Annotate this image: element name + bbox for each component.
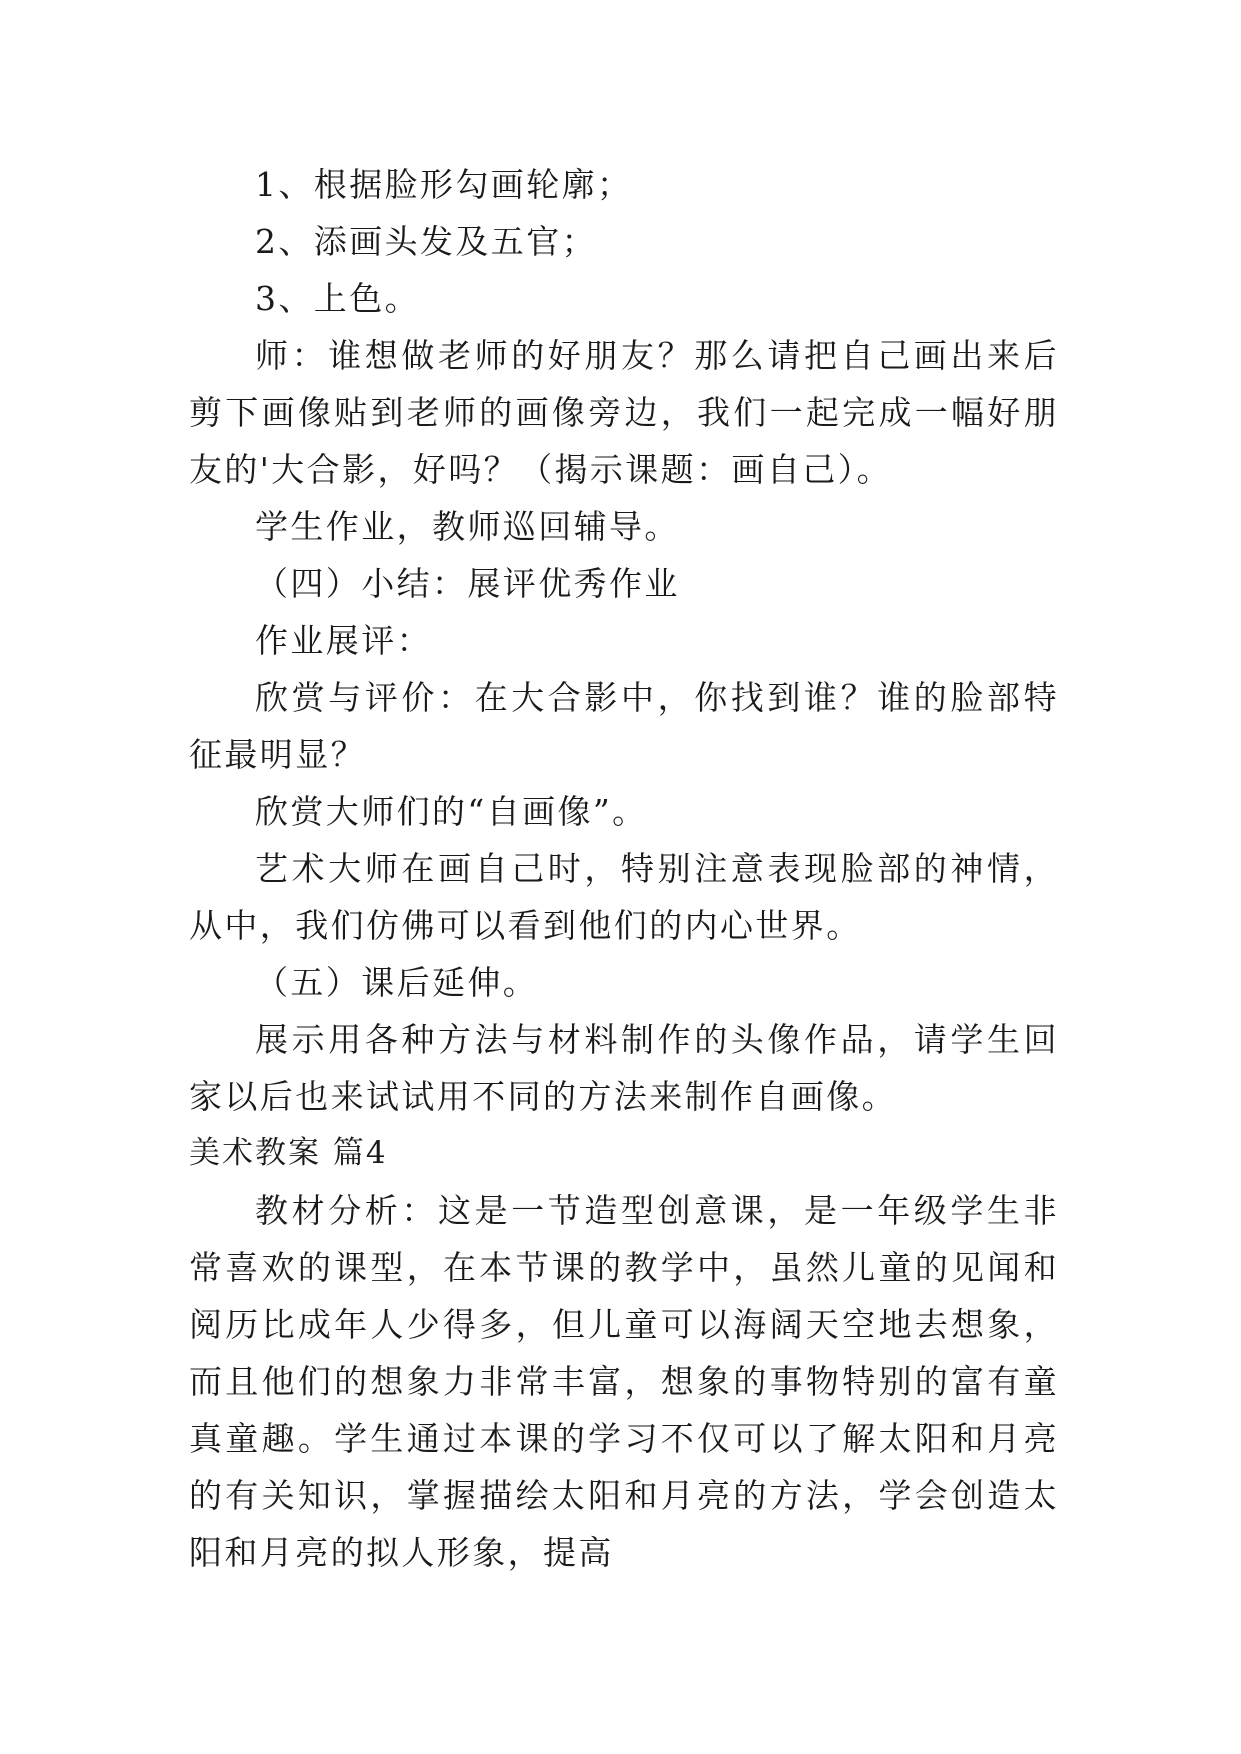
step-1: 1、根据脸形勾画轮廓； xyxy=(255,165,633,204)
student-work-paragraph: 学生作业，教师巡回辅导。 xyxy=(255,507,680,546)
masters-self-portrait-paragraph: 欣赏大师们的“自画像”。 xyxy=(255,792,648,831)
teacher-prompt-paragraph: 师：谁想做老师的好朋友？那么请把自己画出来后剪下画像贴到老师的画像旁边，我们一起完成一幅好朋友的'大合影，好吗？（揭示课题：画自己）。 xyxy=(189,336,1059,489)
work-review-paragraph: 作业展评： xyxy=(255,621,432,660)
document-page xyxy=(189,156,1059,1581)
material-analysis-paragraph: 教材分析：这是一节造型创意课，是一年级学生非常喜欢的课型，在本节课的教学中，虽然儿童的见闻和阅历比成年人少得多，但儿童可以海阔天空地去想象，而且他们的想象力非常丰富，想象的事物特别的富有童真童趣。学生通过本课的学习不仅可以了解太阳和月亮的有关知识，掌握描绘太阳和月亮的方法，学会创造太阳和月亮的拟人形象，提高 xyxy=(189,1191,1059,1572)
step-3: 3、上色。 xyxy=(255,279,420,318)
extension-paragraph: 展示用各种方法与材料制作的头像作品，请学生回家以后也来试试用不同的方法来制作自画像。 xyxy=(189,1020,1059,1116)
summary-heading: （四）小结：展评优秀作业 xyxy=(255,564,680,603)
art-masters-paragraph: 艺术大师在画自己时，特别注意表现脸部的神情，从中，我们仿佛可以看到他们的内心世界。 xyxy=(189,849,1059,945)
appreciation-paragraph: 欣赏与评价：在大合影中，你找到谁？谁的脸部特征最明显？ xyxy=(189,678,1059,774)
extension-heading: （五）课后延伸。 xyxy=(255,963,539,1002)
step-2: 2、添画头发及五官； xyxy=(255,222,597,261)
section-heading: 美术教案 篇4 xyxy=(189,1135,388,1171)
